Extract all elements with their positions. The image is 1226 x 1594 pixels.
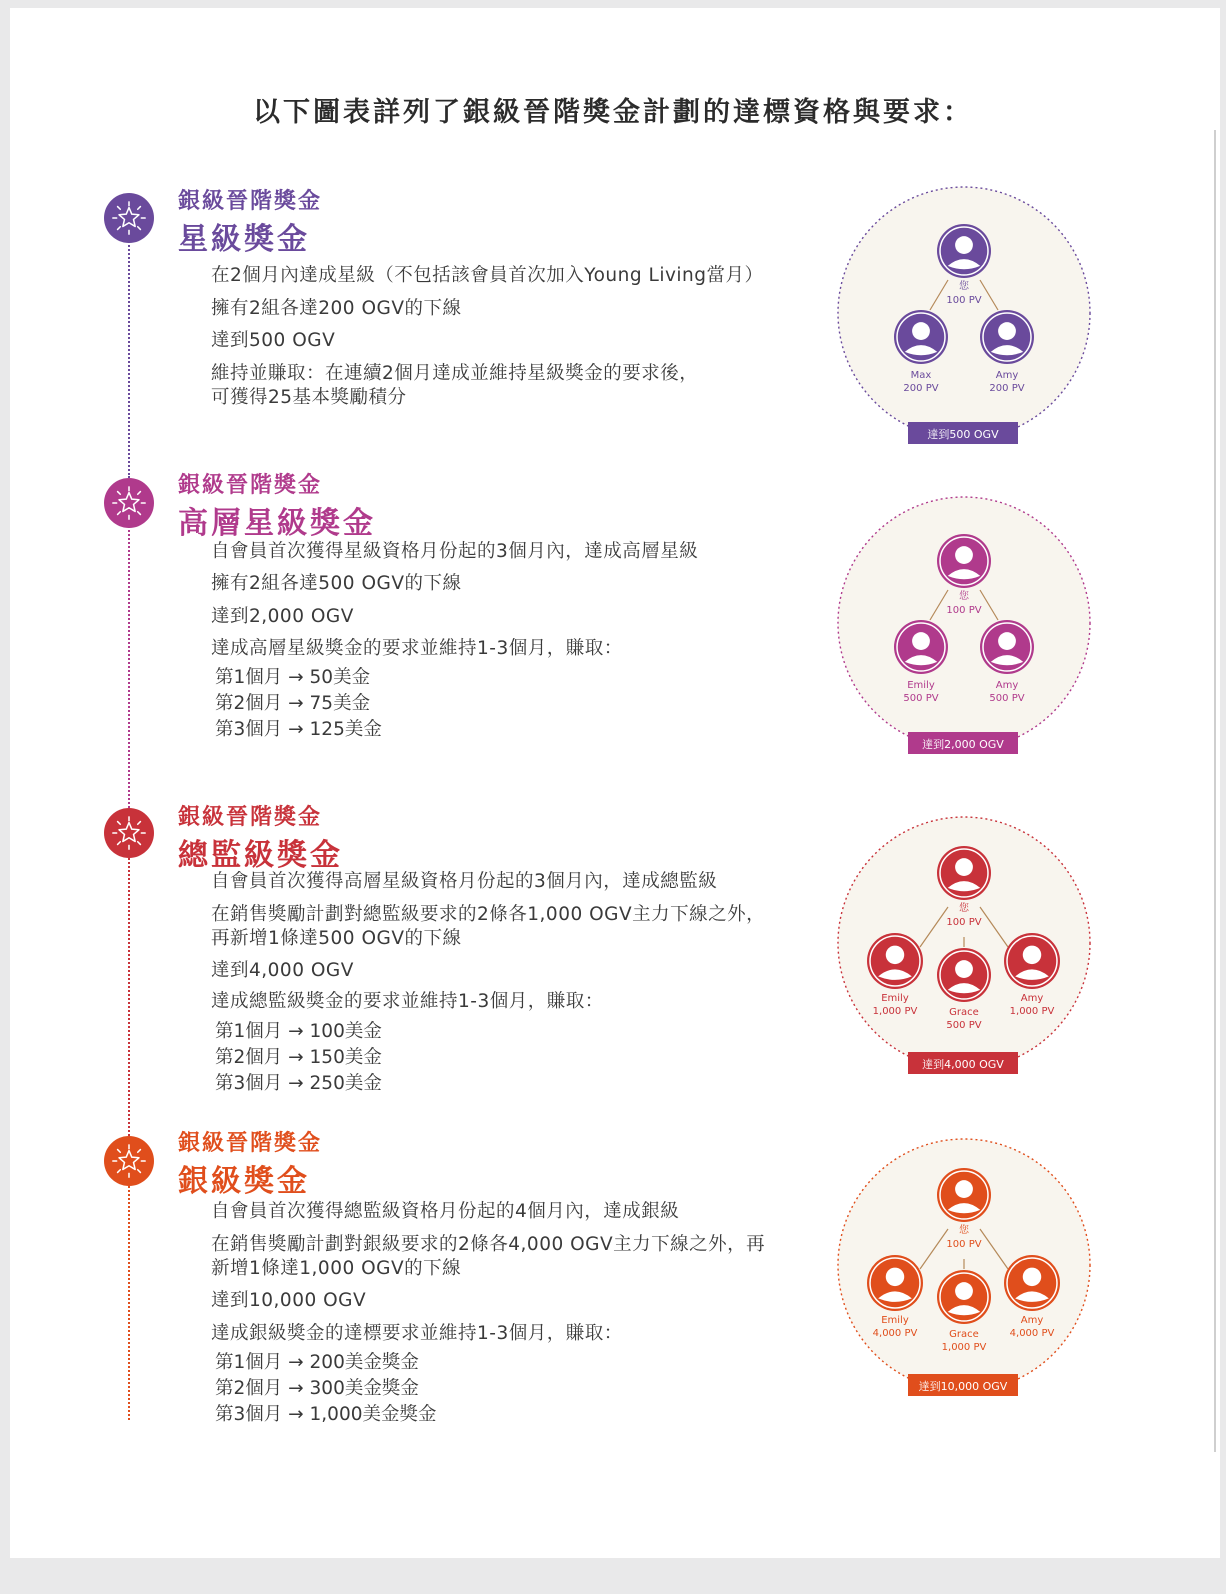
section-subtitle: 銀級晉階獎金 [178,805,323,830]
requirement-item: 達到10,000 OGV [211,1290,367,1311]
team-diagram [836,1137,1092,1393]
section-subtitle: 銀級晉階獎金 [178,1131,323,1156]
leg-pv: 1,000 PV [872,1006,918,1017]
goal-label: 達到2,000 OGV [922,738,1004,751]
team-diagram [836,495,1092,751]
requirement-item: 達到4,000 OGV [211,960,354,981]
section-title: 星級獎金 [178,222,310,257]
person-icon [980,310,1034,364]
requirement-item: 達成銀級獎金的達標要求並維持1-3個月，賺取： [211,1323,623,1344]
requirement-item: 在銷售獎勵計劃對總監級要求的2條各1,000 OGV主力下線之外， 再新增1條達500 OGV的下線 [211,904,766,949]
leg-pv: 500 PV [903,693,939,704]
goal-label: 達到500 OGV [927,428,999,441]
leg-name: Emily [907,680,935,691]
you-label: 您 [959,903,969,914]
leg-name: Max [910,370,932,381]
star-burst-icon [110,1142,148,1180]
reward-item: 第1個月 → 100美金 [215,1021,382,1042]
team-diagram [836,815,1092,1071]
goal-label: 達到10,000 OGV [918,1380,1008,1393]
requirement-item: 自會員首次獲得高層星級資格月份起的3個月內，達成總監級 [211,871,718,892]
leg-pv: 200 PV [989,383,1025,394]
requirement-item: 達成高層星級獎金的要求並維持1-3個月，賺取： [211,638,623,659]
reward-item: 第2個月 → 300美金獎金 [215,1378,419,1399]
person-icon [937,1270,991,1324]
section-badge [104,808,154,858]
timeline-connector [128,218,130,478]
section-title: 高層星級獎金 [178,506,376,541]
person-icon [867,933,923,989]
reward-item: 第3個月 → 250美金 [215,1073,382,1094]
person-icon [937,1168,991,1222]
you-pv: 100 PV [946,605,982,616]
leg-name: Amy [1020,1315,1044,1326]
leg-name: Emily [881,1315,909,1326]
team-diagram [836,185,1092,441]
page-title: 以下圖表詳列了銀級晉階獎金計劃的達標資格與要求： [253,97,973,128]
you-pv: 100 PV [946,917,982,928]
requirement-item: 擁有2組各達200 OGV的下線 [211,298,462,319]
section-title: 銀級獎金 [178,1164,310,1199]
team-diagram-svg [836,185,1092,465]
person-icon [1004,1255,1060,1311]
person-icon [937,948,991,1002]
reward-item: 第1個月 → 200美金獎金 [215,1352,419,1373]
person-icon [937,846,991,900]
star-burst-icon [110,814,148,852]
section-badge [104,1136,154,1186]
person-icon [937,534,991,588]
you-pv: 100 PV [946,295,982,306]
reward-item: 第1個月 → 50美金 [215,667,371,688]
person-icon [980,620,1034,674]
leg-name: Emily [881,993,909,1004]
person-icon [1004,933,1060,989]
leg-pv: 4,000 PV [1009,1328,1055,1339]
you-label: 您 [959,1225,969,1236]
requirement-item: 維持並賺取：在連續2個月達成並維持星級獎金的要求後， 可獲得25基本獎勵積分 [211,363,699,408]
section-subtitle: 銀級晉階獎金 [178,189,323,214]
timeline-connector [128,503,130,808]
section-title: 總監級獎金 [178,838,343,873]
you-pv: 100 PV [946,1239,982,1250]
leg-name: Grace [949,1329,979,1340]
requirement-item: 達成總監級獎金的要求並維持1-3個月，賺取： [211,991,604,1012]
leg-pv: 1,000 PV [1009,1006,1055,1017]
section-badge [104,193,154,243]
requirement-item: 自會員首次獲得總監級資格月份起的4個月內，達成銀級 [211,1201,680,1222]
leg-name: Amy [995,370,1019,381]
leg-pv: 500 PV [946,1020,982,1031]
requirement-item: 自會員首次獲得星級資格月份起的3個月內，達成高層星級 [211,541,699,562]
person-icon [894,620,948,674]
reward-item: 第3個月 → 125美金 [215,719,382,740]
section-badge [104,478,154,528]
requirement-item: 達到500 OGV [211,330,336,351]
star-burst-icon [110,484,148,522]
leg-name: Amy [1020,993,1044,1004]
section-subtitle: 銀級晉階獎金 [178,473,323,498]
person-icon [894,310,948,364]
person-icon [867,1255,923,1311]
star-burst-icon [110,199,148,237]
timeline-connector [128,833,130,1136]
requirement-item: 達到2,000 OGV [211,606,354,627]
leg-name: Amy [995,680,1019,691]
team-diagram-svg [836,1137,1092,1417]
leg-pv: 1,000 PV [941,1342,987,1353]
leg-pv: 200 PV [903,383,939,394]
reward-item: 第3個月 → 1,000美金獎金 [215,1404,437,1425]
leg-name: Grace [949,1007,979,1018]
leg-pv: 4,000 PV [872,1328,918,1339]
reward-item: 第2個月 → 150美金 [215,1047,382,1068]
page-edge-divider [1214,130,1216,1452]
person-icon [937,224,991,278]
requirement-item: 擁有2組各達500 OGV的下線 [211,573,462,594]
requirement-item: 在2個月內達成星級（不包括該會員首次加入Young Living當月） [211,265,764,286]
requirement-item: 在銷售獎勵計劃對銀級要求的2條各4,000 OGV主力下線之外，再 新增1條達1,000 OGV的下線 [211,1234,766,1279]
you-label: 您 [959,591,969,602]
you-label: 您 [959,281,969,292]
timeline-connector [128,1161,130,1420]
goal-label: 達到4,000 OGV [922,1058,1004,1071]
leg-pv: 500 PV [989,693,1025,704]
team-diagram-svg [836,815,1092,1095]
team-diagram-svg [836,495,1092,775]
reward-item: 第2個月 → 75美金 [215,693,371,714]
